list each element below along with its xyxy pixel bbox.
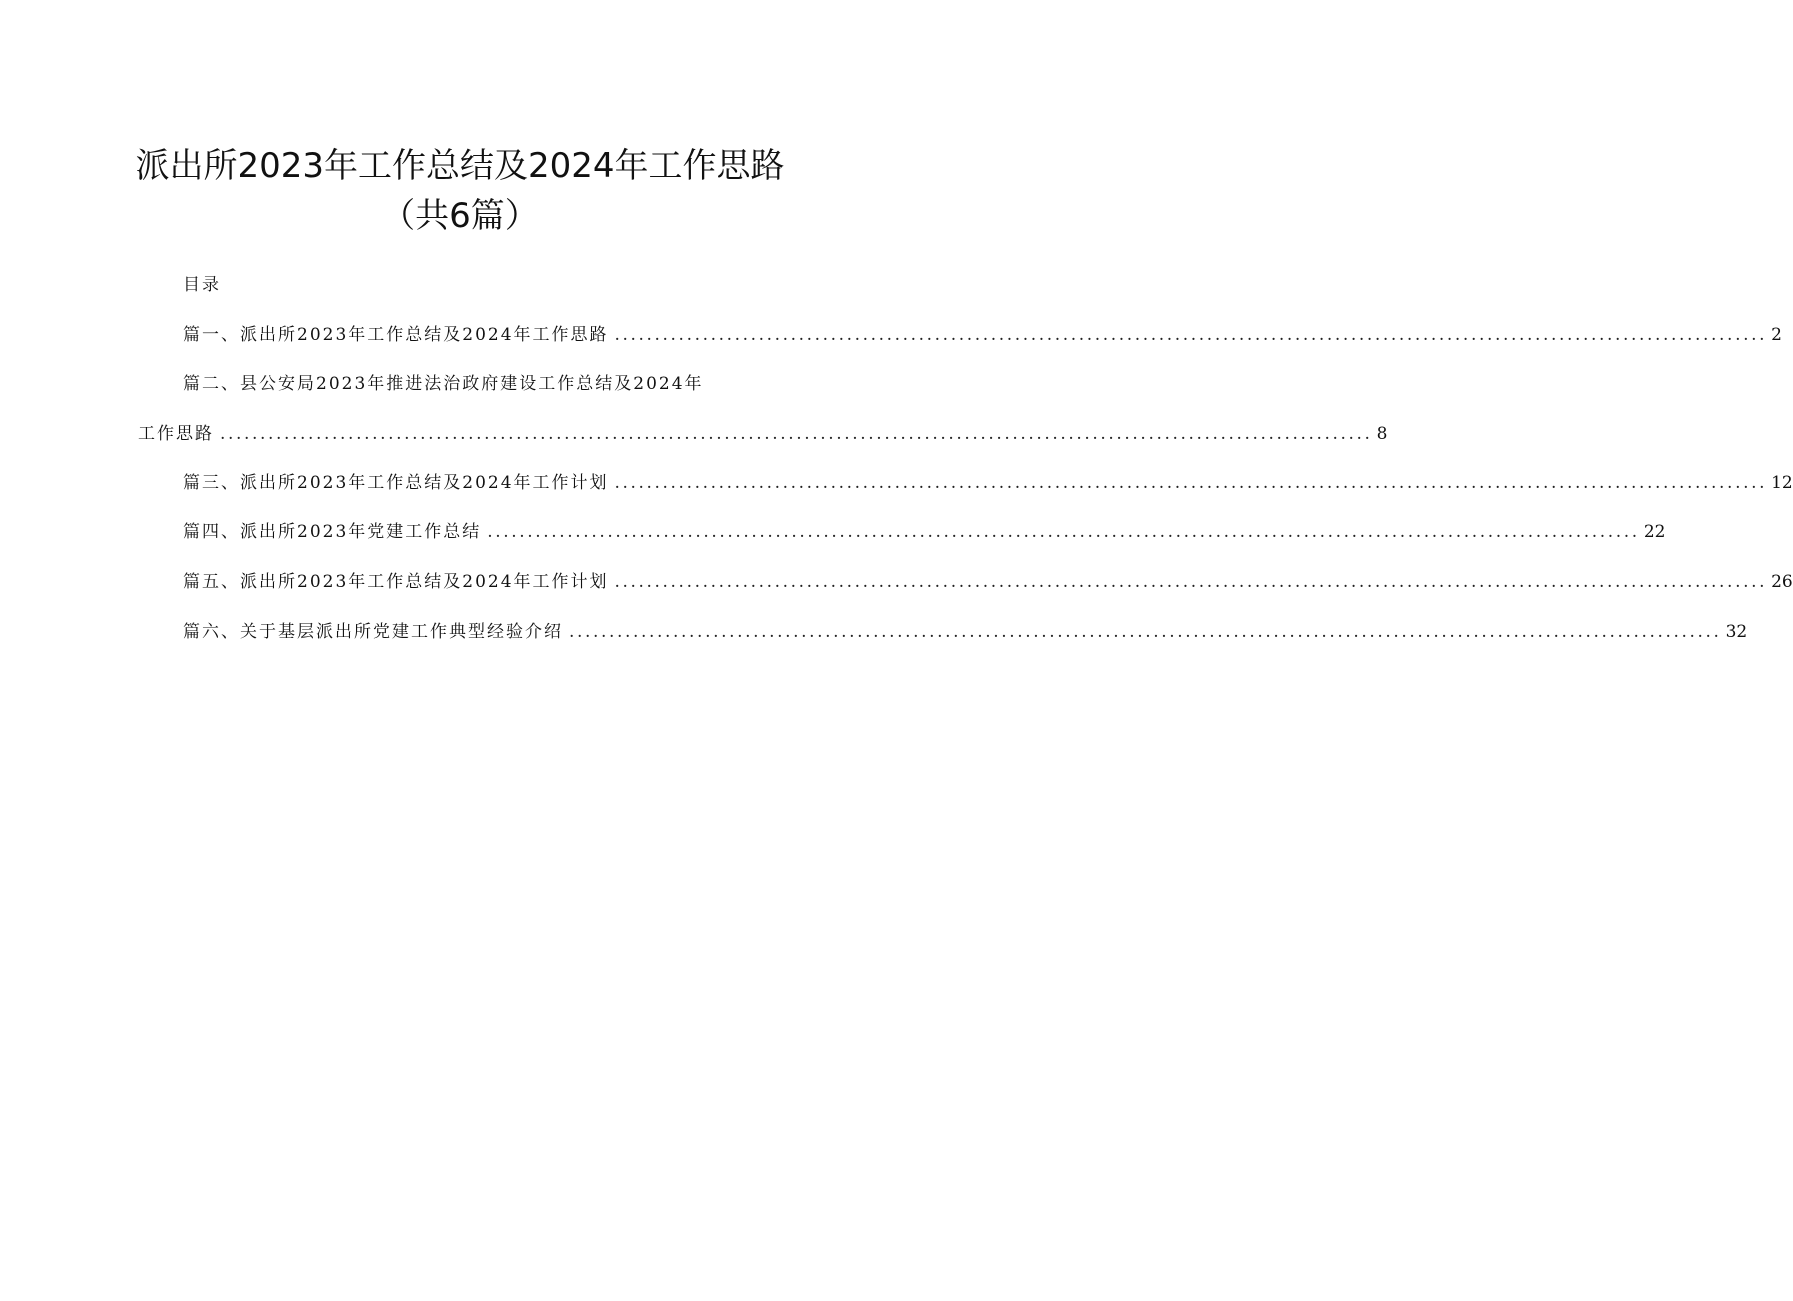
- toc-dot-leader: ................................................................................................................................................: [614, 473, 1768, 493]
- toc-entry-label: 篇六、关于基层派出所党建工作典型经验介绍: [183, 622, 563, 642]
- toc-entry-page: 32: [1725, 622, 1748, 642]
- toc-entry-page: 2: [1771, 325, 1782, 345]
- toc-dot-leader: ................................................................................................................................................: [220, 424, 1373, 444]
- toc-entry-3[interactable]: [183, 468, 1793, 494]
- toc-entry-label: 篇四、派出所2023年党建工作总结: [183, 522, 482, 542]
- toc-entry-page: 26: [1771, 572, 1793, 592]
- toc-dot-leader: ................................................................................................................................................: [487, 522, 1640, 542]
- toc-entry-label: 篇三、派出所2023年工作总结及2024年工作计划: [183, 473, 609, 493]
- document-title-line2: （共6篇）: [381, 196, 539, 236]
- toc-dot-leader: ................................................................................................................................................: [614, 325, 1768, 345]
- toc-dot-leader: ................................................................................................................................................: [569, 622, 1722, 642]
- toc-entry-label: 篇五、派出所2023年工作总结及2024年工作计划: [183, 572, 609, 592]
- toc-entry-page: 8: [1376, 424, 1388, 444]
- toc-entry-2[interactable]: [138, 419, 1388, 445]
- toc-entry-page: 22: [1643, 522, 1666, 542]
- toc-entry-label: 篇一、派出所2023年工作总结及2024年工作思路: [183, 325, 609, 345]
- toc-entry-1[interactable]: [183, 320, 1782, 346]
- toc-entry-page: 12: [1771, 473, 1793, 493]
- toc-entry-5[interactable]: [183, 567, 1793, 593]
- toc-dot-leader: ................................................................................................................................................: [614, 572, 1768, 592]
- toc-entry-label: 工作思路: [138, 424, 214, 444]
- toc-entry-2-line1[interactable]: 篇二、县公安局2023年推进法治政府建设工作总结及2024年: [183, 374, 704, 394]
- toc-entry-4[interactable]: [183, 517, 1666, 543]
- document-title-line1: 派出所2023年工作总结及2024年工作思路: [135, 146, 785, 186]
- toc-heading: 目录: [183, 275, 221, 295]
- toc-entry-6[interactable]: [183, 617, 1748, 643]
